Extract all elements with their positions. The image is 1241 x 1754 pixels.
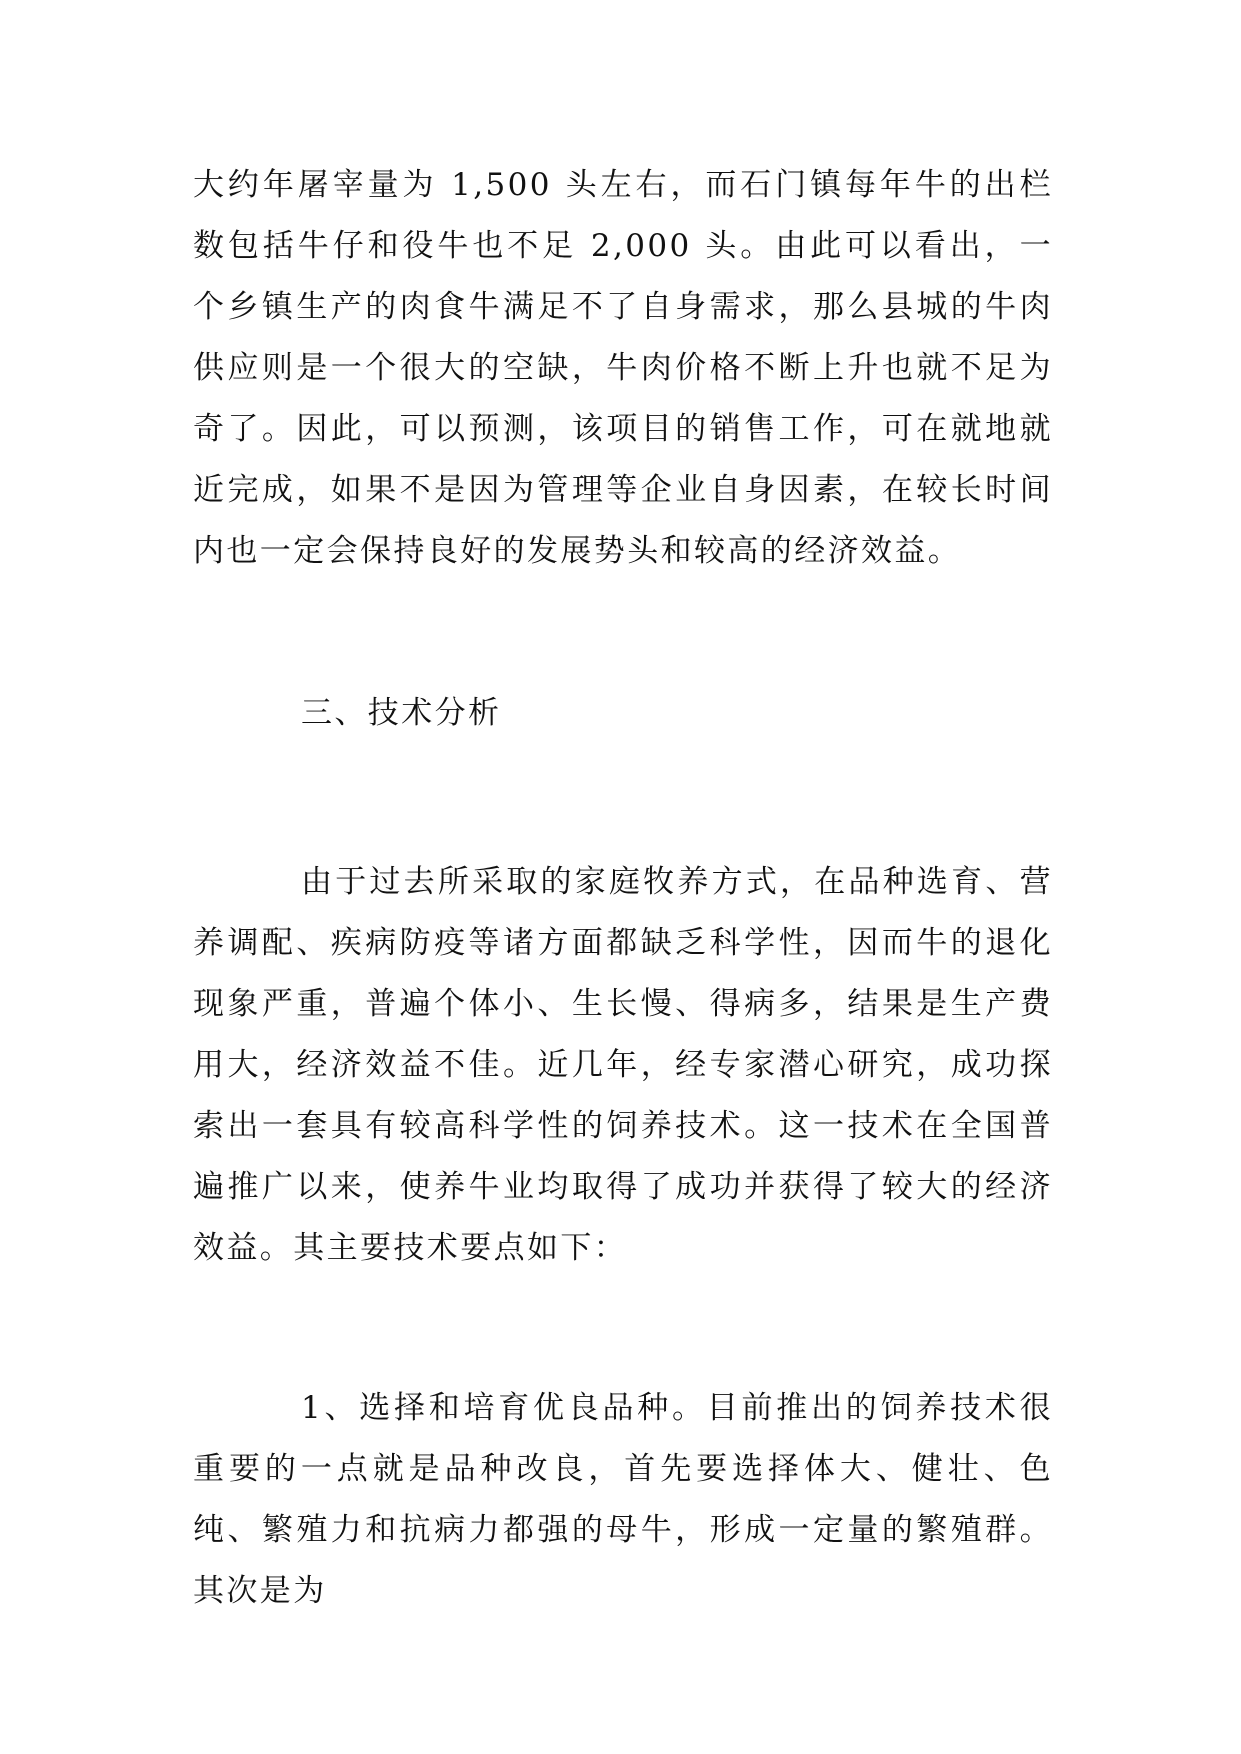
section-heading: 三、技术分析	[301, 695, 502, 731]
body-paragraph: 1、选择和培育优良品种。目前推出的饲养技术很重要的一点就是品种改良，首先要选择体大、健壮、色纯、繁殖力和抗病力都强的母牛，形成一定量的繁殖群。其次是为	[193, 1390, 1053, 1609]
body-paragraph: 大约年屠宰量为 1,500 头左右，而石门镇每年牛的出栏数包括牛仔和役牛也不足 2,000 头。由此可以看出，一个乡镇生产的肉食牛满足不了自身需求，那么县城的牛肉供应则是一个很大的空缺，牛肉价格不断上升也就不足为奇了。因此，可以预测，该项目的销售工作，可在就地就近完成，如果不是因为管理等企业自身因素，在较长时间内也一定会保持良好的发展势头和较高的经济效益。	[193, 167, 1053, 569]
body-paragraph: 由于过去所采取的家庭牧养方式，在品种选育、营养调配、疾病防疫等诸方面都缺乏科学性，因而牛的退化现象严重，普遍个体小、生长慢、得病多，结果是生产费用大，经济效益不佳。近几年，经专家潜心研究，成功探索出一套具有较高科学性的饲养技术。这一技术在全国普遍推广以来，使养牛业均取得了成功并获得了较大的经济效益。其主要技术要点如下：	[193, 864, 1053, 1266]
